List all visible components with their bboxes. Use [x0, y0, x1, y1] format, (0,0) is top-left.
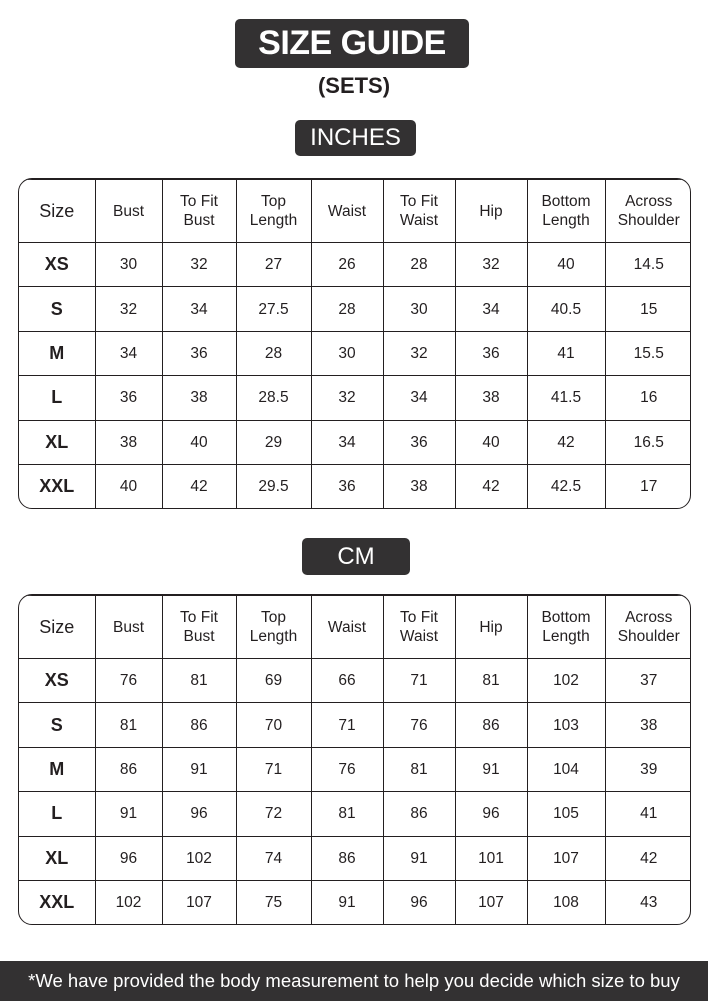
column-header: Waist [311, 596, 383, 659]
measurement-cell: 36 [95, 376, 162, 420]
measurement-cell: 14.5 [605, 243, 691, 287]
measurement-cell: 71 [311, 703, 383, 747]
column-header: To Fit Waist [383, 180, 455, 243]
column-header: To Fit Bust [162, 596, 236, 659]
measurement-cell: 32 [455, 243, 527, 287]
measurement-cell: 81 [455, 659, 527, 703]
column-header: To Fit Bust [162, 180, 236, 243]
measurement-cell: 76 [383, 703, 455, 747]
column-header: Waist [311, 180, 383, 243]
measurement-cell: 96 [162, 792, 236, 836]
measurement-cell: 29.5 [236, 465, 311, 508]
measurement-cell: 71 [383, 659, 455, 703]
column-header: Hip [455, 180, 527, 243]
measurement-cell: 27 [236, 243, 311, 287]
measurement-cell: 38 [455, 376, 527, 420]
measurement-cell: 39 [605, 747, 691, 791]
table-row [19, 747, 691, 791]
measurement-cell: 32 [311, 376, 383, 420]
measurement-cell: 86 [311, 836, 383, 880]
table-row [19, 331, 691, 375]
column-header: Top Length [236, 180, 311, 243]
measurement-cell: 81 [311, 792, 383, 836]
measurement-cell: 17 [605, 465, 691, 508]
measurement-cell: 36 [455, 331, 527, 375]
measurement-cell: 86 [162, 703, 236, 747]
size-label: M [19, 747, 95, 791]
measurement-cell: 27.5 [236, 287, 311, 331]
cm-table [18, 594, 691, 925]
measurement-cell: 75 [236, 881, 311, 924]
measurement-cell: 70 [236, 703, 311, 747]
measurement-cell: 32 [383, 331, 455, 375]
measurement-cell: 91 [95, 792, 162, 836]
size-label: XL [19, 836, 95, 880]
measurement-cell: 36 [311, 465, 383, 508]
column-header: Top Length [236, 596, 311, 659]
measurement-cell: 30 [95, 243, 162, 287]
page-subtitle: (SETS) [317, 73, 391, 98]
table-row [19, 836, 691, 880]
column-header: Bust [95, 180, 162, 243]
measurement-cell: 101 [455, 836, 527, 880]
measurement-cell: 40 [455, 420, 527, 464]
cm-header-row [19, 596, 691, 659]
measurement-cell: 29 [236, 420, 311, 464]
measurement-cell: 72 [236, 792, 311, 836]
size-label: S [19, 703, 95, 747]
measurement-cell: 96 [383, 881, 455, 924]
footer-note: *We have provided the body measurement to help you decide which size to buy [0, 961, 708, 1001]
measurement-cell: 42 [162, 465, 236, 508]
measurement-cell: 42.5 [527, 465, 605, 508]
measurement-cell: 38 [383, 465, 455, 508]
measurement-cell: 37 [605, 659, 691, 703]
measurement-cell: 42 [527, 420, 605, 464]
column-header: Bottom Length [527, 180, 605, 243]
table-row [19, 659, 691, 703]
measurement-cell: 91 [311, 881, 383, 924]
column-header: Across Shoulder [605, 596, 691, 659]
column-header: Size [19, 180, 95, 243]
measurement-cell: 81 [95, 703, 162, 747]
column-header: Across Shoulder [605, 180, 691, 243]
table-row [19, 420, 691, 464]
table-row [19, 792, 691, 836]
table-row [19, 243, 691, 287]
measurement-cell: 86 [455, 703, 527, 747]
measurement-cell: 102 [527, 659, 605, 703]
measurement-cell: 86 [95, 747, 162, 791]
table-row [19, 881, 691, 924]
cm-size-table [19, 595, 691, 924]
measurement-cell: 40.5 [527, 287, 605, 331]
measurement-cell: 16 [605, 376, 691, 420]
measurement-cell: 38 [162, 376, 236, 420]
measurement-cell: 34 [383, 376, 455, 420]
table-row [19, 465, 691, 508]
measurement-cell: 32 [95, 287, 162, 331]
size-label: L [19, 792, 95, 836]
measurement-cell: 16.5 [605, 420, 691, 464]
measurement-cell: 42 [455, 465, 527, 508]
measurement-cell: 28 [383, 243, 455, 287]
size-label: XS [19, 243, 95, 287]
measurement-cell: 74 [236, 836, 311, 880]
measurement-cell: 40 [162, 420, 236, 464]
size-label: XS [19, 659, 95, 703]
measurement-cell: 107 [455, 881, 527, 924]
measurement-cell: 96 [455, 792, 527, 836]
size-label: XXL [19, 465, 95, 508]
measurement-cell: 43 [605, 881, 691, 924]
measurement-cell: 38 [605, 703, 691, 747]
inches-header-row [19, 180, 691, 243]
size-label: L [19, 376, 95, 420]
measurement-cell: 104 [527, 747, 605, 791]
measurement-cell: 91 [455, 747, 527, 791]
measurement-cell: 30 [383, 287, 455, 331]
column-header: Size [19, 596, 95, 659]
size-label: XXL [19, 881, 95, 924]
size-label: XL [19, 420, 95, 464]
measurement-cell: 15.5 [605, 331, 691, 375]
measurement-cell: 41 [605, 792, 691, 836]
table-row [19, 287, 691, 331]
measurement-cell: 32 [162, 243, 236, 287]
measurement-cell: 76 [95, 659, 162, 703]
cm-section-label: CM [302, 538, 410, 575]
inches-table [18, 178, 691, 509]
measurement-cell: 91 [383, 836, 455, 880]
measurement-cell: 15 [605, 287, 691, 331]
measurement-cell: 34 [455, 287, 527, 331]
measurement-cell: 36 [383, 420, 455, 464]
column-header: Hip [455, 596, 527, 659]
measurement-cell: 41.5 [527, 376, 605, 420]
table-row [19, 376, 691, 420]
measurement-cell: 28.5 [236, 376, 311, 420]
measurement-cell: 103 [527, 703, 605, 747]
measurement-cell: 105 [527, 792, 605, 836]
measurement-cell: 108 [527, 881, 605, 924]
measurement-cell: 102 [95, 881, 162, 924]
measurement-cell: 107 [162, 881, 236, 924]
inches-size-table [19, 179, 691, 508]
measurement-cell: 34 [311, 420, 383, 464]
column-header: Bottom Length [527, 596, 605, 659]
measurement-cell: 28 [311, 287, 383, 331]
table-row [19, 703, 691, 747]
measurement-cell: 66 [311, 659, 383, 703]
measurement-cell: 102 [162, 836, 236, 880]
page-title: SIZE GUIDE [235, 19, 469, 68]
measurement-cell: 28 [236, 331, 311, 375]
measurement-cell: 107 [527, 836, 605, 880]
measurement-cell: 69 [236, 659, 311, 703]
measurement-cell: 81 [162, 659, 236, 703]
measurement-cell: 34 [162, 287, 236, 331]
measurement-cell: 81 [383, 747, 455, 791]
measurement-cell: 71 [236, 747, 311, 791]
measurement-cell: 34 [95, 331, 162, 375]
measurement-cell: 91 [162, 747, 236, 791]
column-header: To Fit Waist [383, 596, 455, 659]
inches-section-label: INCHES [295, 120, 416, 156]
measurement-cell: 76 [311, 747, 383, 791]
measurement-cell: 30 [311, 331, 383, 375]
measurement-cell: 42 [605, 836, 691, 880]
size-label: M [19, 331, 95, 375]
measurement-cell: 86 [383, 792, 455, 836]
measurement-cell: 26 [311, 243, 383, 287]
measurement-cell: 96 [95, 836, 162, 880]
measurement-cell: 36 [162, 331, 236, 375]
size-label: S [19, 287, 95, 331]
measurement-cell: 41 [527, 331, 605, 375]
measurement-cell: 40 [527, 243, 605, 287]
column-header: Bust [95, 596, 162, 659]
measurement-cell: 40 [95, 465, 162, 508]
measurement-cell: 38 [95, 420, 162, 464]
